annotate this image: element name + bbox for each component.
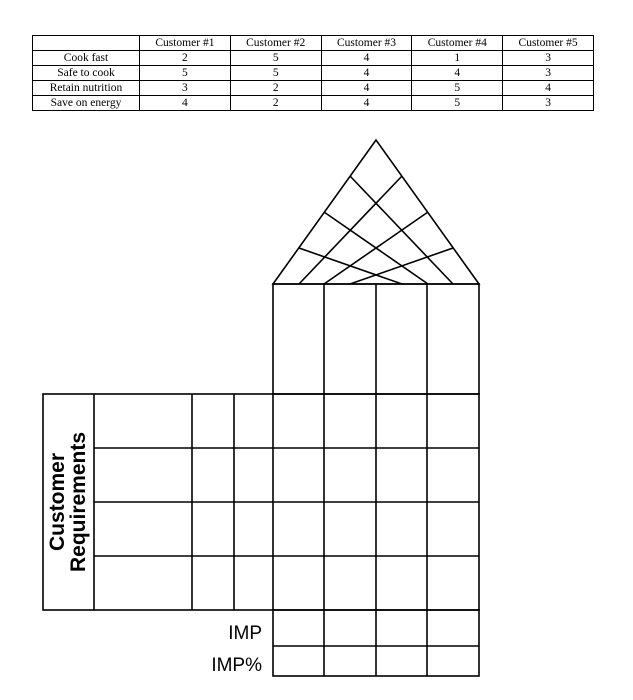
roof-grid-line: [299, 248, 402, 284]
row-label: Cook fast: [33, 51, 140, 66]
table-cell: 2: [230, 96, 321, 111]
row-label: Retain nutrition: [33, 81, 140, 96]
table-cell: 4: [503, 81, 594, 96]
table-cell: 5: [412, 81, 503, 96]
table-cell: 4: [321, 81, 412, 96]
table-cell: 4: [321, 51, 412, 66]
table-header-cell: Customer #5: [503, 36, 594, 51]
table-cell: 5: [412, 96, 503, 111]
table-cell: 3: [503, 96, 594, 111]
table-header-cell: Customer #1: [140, 36, 231, 51]
table-cell: 3: [503, 51, 594, 66]
table-cell: 4: [140, 96, 231, 111]
roof-correlation-matrix: [273, 140, 479, 284]
table-cell: 4: [321, 66, 412, 81]
table-cell: 5: [230, 51, 321, 66]
technical-requirements-columns: [273, 284, 479, 394]
table-header-cell: Customer #2: [230, 36, 321, 51]
imp-percent-label: IMP%: [211, 655, 262, 676]
side-label-requirements: Requirements: [67, 431, 90, 573]
table-cell: 1: [412, 51, 503, 66]
row-label: Safe to cook: [33, 66, 140, 81]
table-cell: 5: [230, 66, 321, 81]
table-cell: 4: [321, 96, 412, 111]
requirements-matrix: [43, 394, 479, 610]
imp-label: IMP: [228, 623, 262, 644]
table-header-cell: Customer #4: [412, 36, 503, 51]
importance-rows: [273, 610, 479, 676]
table-cell: 3: [140, 81, 231, 96]
table-cell: 4: [412, 66, 503, 81]
table-cell: 2: [140, 51, 231, 66]
roof-outline: [273, 140, 479, 284]
table-header-cell: Customer #3: [321, 36, 412, 51]
table-cell: 5: [140, 66, 231, 81]
roof-grid-line: [350, 176, 453, 284]
table-cell: 2: [230, 81, 321, 96]
row-label: Save on energy: [33, 96, 140, 111]
table-cell: 3: [503, 66, 594, 81]
side-label-customer: Customer: [46, 452, 69, 552]
